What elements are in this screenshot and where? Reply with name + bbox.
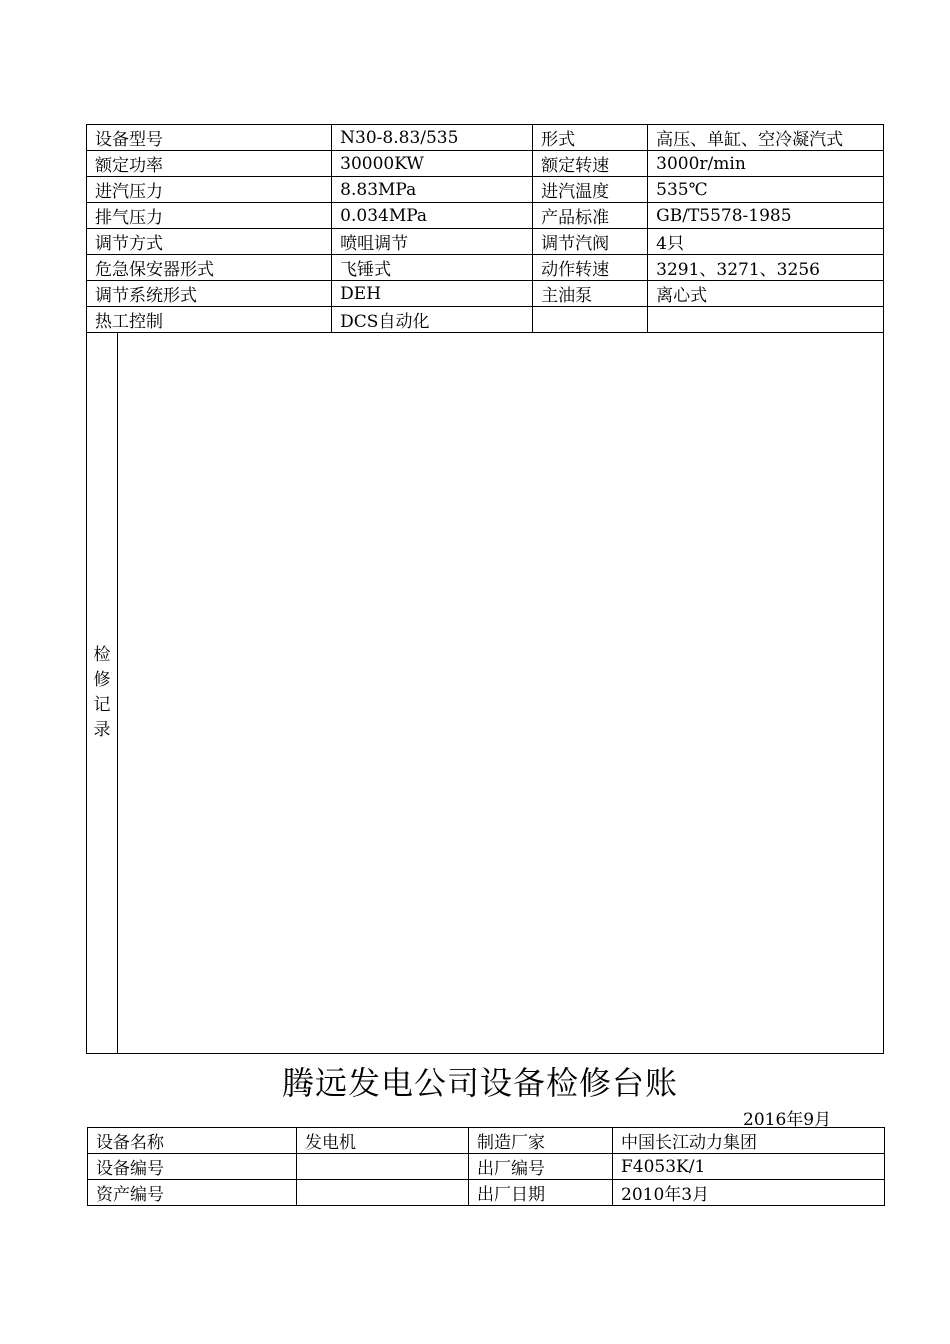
equipment-spec-table — [86, 124, 884, 1054]
equipment-basic-info-table — [87, 1127, 885, 1206]
spec-row — [87, 151, 884, 177]
spec-value-cell: DEH — [332, 281, 533, 307]
spec-row — [87, 177, 884, 203]
maintenance-record-content — [118, 333, 884, 1054]
spec-value-cell: 8.83MPa — [332, 177, 533, 203]
spec-label-cell: 调节方式 — [87, 229, 332, 255]
spec-label-cell: 进汽压力 — [87, 177, 332, 203]
basic-label-cell: 设备名称 — [88, 1128, 297, 1154]
document-date: 2016年9月 — [743, 1110, 832, 1130]
spec-label-cell: 危急保安器形式 — [87, 255, 332, 281]
basic-label-cell: 制造厂家 — [469, 1128, 613, 1154]
spec-row — [87, 281, 884, 307]
spec-label-cell: 调节汽阀 — [533, 229, 648, 255]
spec-value-cell — [648, 307, 884, 333]
maintenance-record-row — [87, 333, 884, 1054]
basic-label-cell: 资产编号 — [88, 1180, 297, 1206]
spec-label-cell — [533, 307, 648, 333]
spec-value-cell: 3291、3271、3256 — [648, 255, 884, 281]
spec-label-cell: 热工控制 — [87, 307, 332, 333]
basic-info-row — [88, 1128, 885, 1154]
basic-info-row — [88, 1180, 885, 1206]
basic-value-cell — [297, 1154, 469, 1180]
basic-value-cell: F4053K/1 — [613, 1154, 885, 1180]
spec-row — [87, 255, 884, 281]
document-title: 腾远发电公司设备检修台账 — [281, 1064, 678, 1102]
spec-value-cell: 30000KW — [332, 151, 533, 177]
maintenance-record-label-cell — [87, 333, 118, 1054]
basic-info-row — [88, 1154, 885, 1180]
spec-value-cell: 3000r/min — [648, 151, 884, 177]
spec-label-cell: 排气压力 — [87, 203, 332, 229]
spec-value-cell: DCS自动化 — [332, 307, 533, 333]
maintenance-record-label: 检修记录 — [93, 645, 111, 740]
spec-value-cell: 4只 — [648, 229, 884, 255]
spec-label-cell: 调节系统形式 — [87, 281, 332, 307]
spec-label-cell: 产品标准 — [533, 203, 648, 229]
spec-label-cell: 形式 — [533, 125, 648, 151]
spec-value-cell: 高压、单缸、空冷凝汽式 — [648, 125, 884, 151]
spec-row — [87, 203, 884, 229]
spec-value-cell: GB/T5578-1985 — [648, 203, 884, 229]
basic-label-cell: 出厂编号 — [469, 1154, 613, 1180]
spec-row — [87, 229, 884, 255]
spec-value-cell: 离心式 — [648, 281, 884, 307]
spec-row — [87, 125, 884, 151]
basic-label-cell: 出厂日期 — [469, 1180, 613, 1206]
spec-row — [87, 307, 884, 333]
spec-value-cell: 535℃ — [648, 177, 884, 203]
spec-value-cell: 飞锤式 — [332, 255, 533, 281]
basic-value-cell: 发电机 — [297, 1128, 469, 1154]
spec-value-cell: 0.034MPa — [332, 203, 533, 229]
basic-value-cell — [297, 1180, 469, 1206]
spec-label-cell: 额定转速 — [533, 151, 648, 177]
spec-value-cell: 喷咀调节 — [332, 229, 533, 255]
spec-label-cell: 额定功率 — [87, 151, 332, 177]
spec-value-cell: N30-8.83/535 — [332, 125, 533, 151]
basic-value-cell: 2010年3月 — [613, 1180, 885, 1206]
spec-label-cell: 动作转速 — [533, 255, 648, 281]
spec-label-cell: 进汽温度 — [533, 177, 648, 203]
spec-label-cell: 主油泵 — [533, 281, 648, 307]
basic-label-cell: 设备编号 — [88, 1154, 297, 1180]
spec-label-cell: 设备型号 — [87, 125, 332, 151]
basic-value-cell: 中国长江动力集团 — [613, 1128, 885, 1154]
